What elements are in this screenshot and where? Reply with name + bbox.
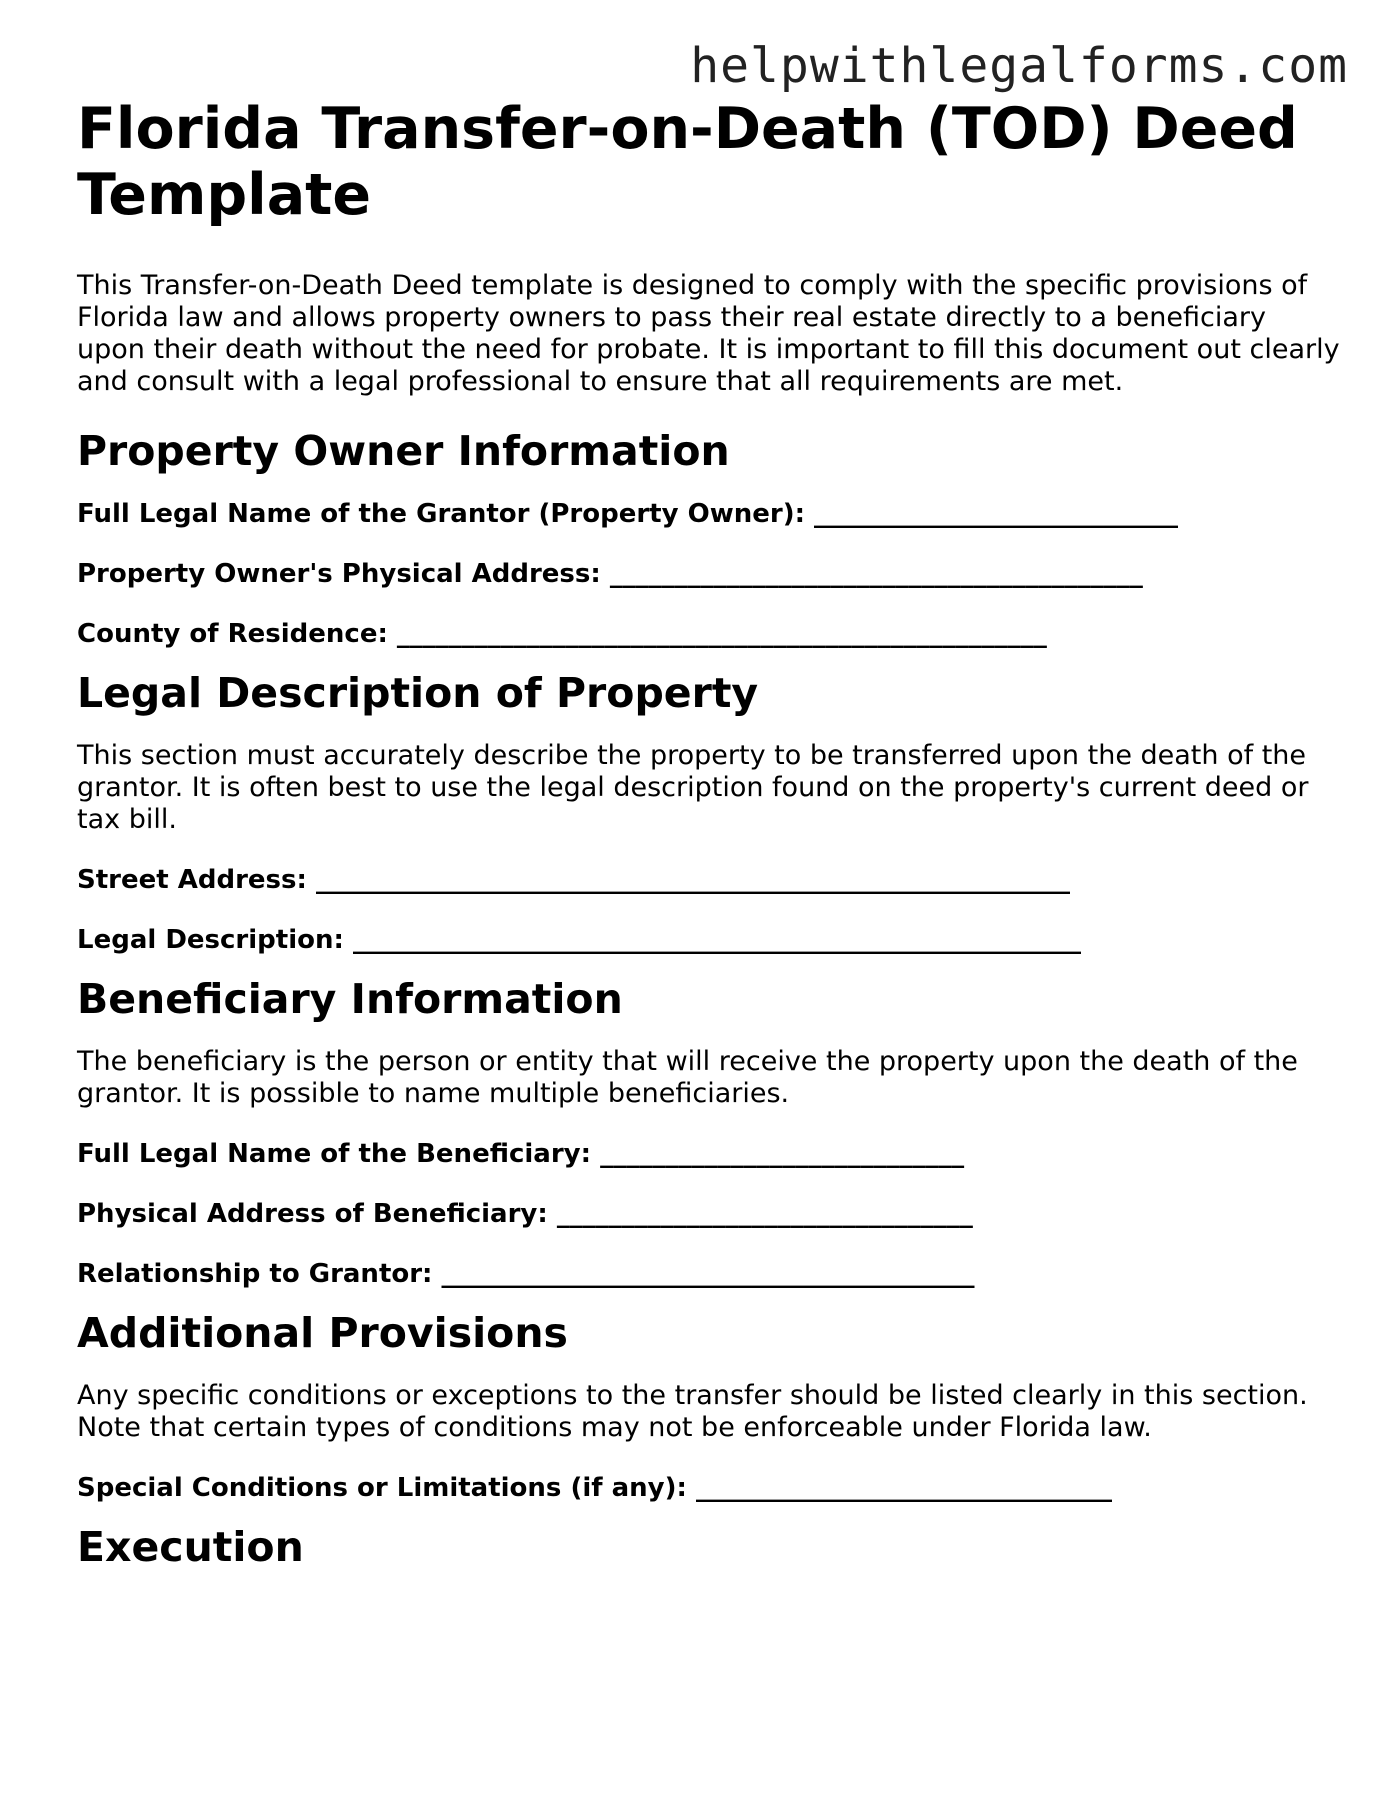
fill-in-blank[interactable]: __________________________________________________________ bbox=[315, 865, 1070, 895]
fill-in-blank[interactable]: __________________________________________________ bbox=[396, 619, 1047, 649]
document-page bbox=[77, 96, 1340, 1572]
relationship-field[interactable] bbox=[77, 1258, 1337, 1290]
field-label: Special Conditions or Limitations (if any): bbox=[77, 1473, 696, 1503]
fill-in-blank[interactable]: ________________________________ bbox=[695, 1473, 1112, 1503]
field-label: County of Residence: bbox=[77, 619, 397, 649]
county-field[interactable] bbox=[77, 618, 1337, 650]
special-conditions-field[interactable] bbox=[77, 1472, 1337, 1504]
section-description-property: This section must accurately describe the property to be transferred upon the death of the grantor. It is often best to use the legal description found on the property's current deed or tax bill. bbox=[77, 740, 1309, 835]
legal-description-field[interactable] bbox=[77, 924, 1337, 956]
field-label: Physical Address of Beneficiary: bbox=[77, 1199, 557, 1229]
page-title: Florida Transfer-on-Death (TOD) Deed Template bbox=[77, 96, 1298, 228]
fill-in-blank[interactable]: _________________________________________ bbox=[609, 559, 1143, 589]
field-label: Legal Description: bbox=[77, 925, 353, 955]
watermark: helpwithlegalforms.com bbox=[690, 38, 1348, 94]
field-label: Relationship to Grantor: bbox=[77, 1259, 442, 1289]
fill-in-blank[interactable]: ________________________________________________________ bbox=[352, 925, 1081, 955]
section-heading-execution: Execution bbox=[77, 1523, 304, 1571]
fill-in-blank[interactable]: ____________________________ bbox=[600, 1139, 965, 1169]
section-heading-owner: Property Owner Information bbox=[77, 427, 730, 475]
field-label: Full Legal Name of the Grantor (Property Owner): bbox=[77, 499, 815, 529]
grantor-name-field[interactable] bbox=[77, 498, 1337, 530]
section-heading-property: Legal Description of Property bbox=[77, 669, 759, 717]
beneficiary-address-field[interactable] bbox=[77, 1198, 1337, 1230]
section-heading-beneficiary: Beneficiary Information bbox=[77, 975, 623, 1023]
field-label: Street Address: bbox=[77, 865, 316, 895]
beneficiary-name-field[interactable] bbox=[77, 1138, 1337, 1170]
street-address-field[interactable] bbox=[77, 864, 1337, 896]
section-description-provisions: Any specific conditions or exceptions to the transfer should be listed clearly in this section. Note that certain types of conditions may not be enforceable under Florida law. bbox=[77, 1380, 1308, 1443]
intro-paragraph: This Transfer-on-Death Deed template is designed to comply with the specific provisions of Florida law and allows property owners to pass their real estate directly to a beneficiary upon their death without the need for probate. It is important to fill this document out clearly and consult with a legal professional to ensure that all requirements are met. bbox=[77, 270, 1340, 397]
fill-in-blank[interactable]: _________________________________________ bbox=[441, 1259, 975, 1289]
fill-in-blank[interactable]: ____________________________ bbox=[814, 499, 1179, 529]
section-heading-provisions: Additional Provisions bbox=[77, 1309, 568, 1357]
owner-address-field[interactable] bbox=[77, 558, 1337, 590]
fill-in-blank[interactable]: ________________________________ bbox=[556, 1199, 973, 1229]
field-label: Full Legal Name of the Beneficiary: bbox=[77, 1139, 601, 1169]
section-description-beneficiary: The beneficiary is the person or entity that will receive the property upon the death of the grantor. It is possible to name multiple beneficiaries. bbox=[77, 1046, 1298, 1109]
field-label: Property Owner's Physical Address: bbox=[77, 559, 610, 589]
